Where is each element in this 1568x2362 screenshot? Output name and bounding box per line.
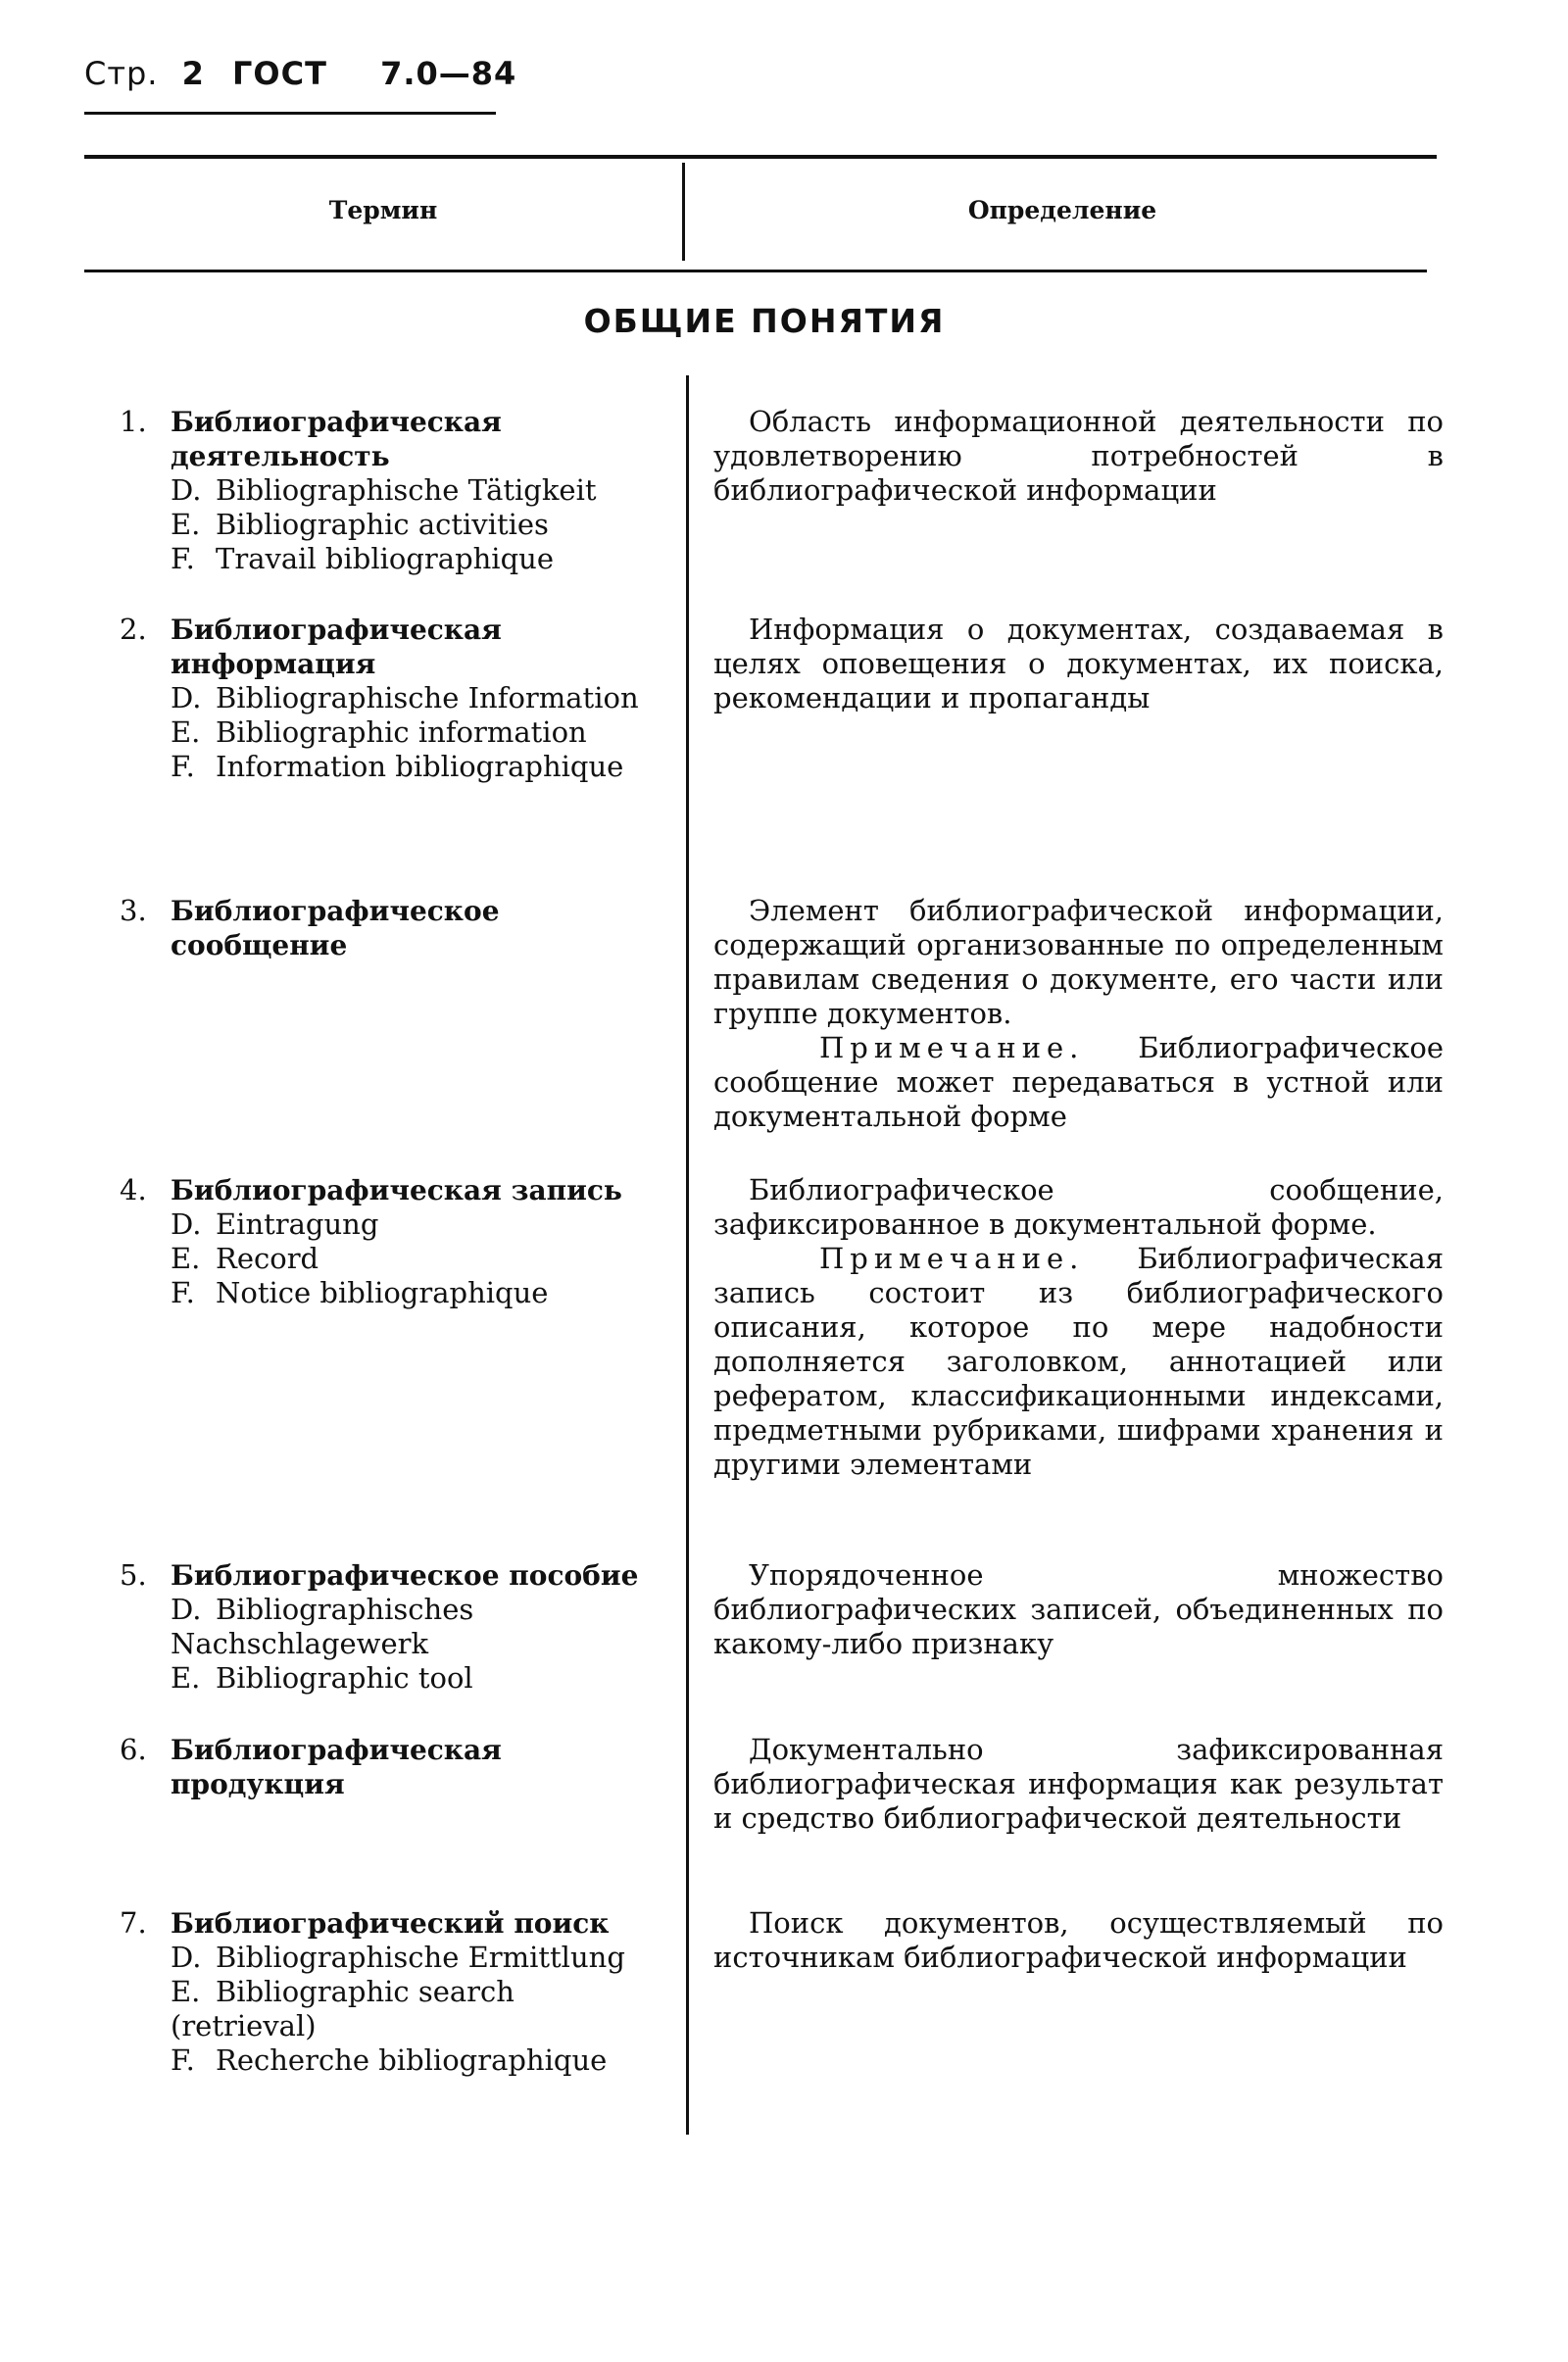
column-header-definition: Определение [967, 196, 1157, 224]
term-russian: Библиографический поиск [171, 1907, 610, 1940]
translation-text: Bibliographische Ermittlung [216, 1941, 625, 1974]
definition-entry-5 [713, 1558, 1444, 1661]
lang-code: D. [171, 1207, 202, 1241]
term-number: 4. [120, 1173, 147, 1206]
term-russian: Библиографическая запись [171, 1174, 622, 1206]
term-russian: Библиографическая информация [171, 614, 502, 680]
lang-code: D. [171, 681, 202, 714]
term-entry-2 [120, 613, 659, 784]
term-entry-5 [120, 1558, 659, 1696]
definition-text: Поиск документов, осуществляемый по источникам библиографической информации [713, 1906, 1444, 1974]
term-russian: Библиографическое пособие [171, 1559, 639, 1592]
note-text: Библиографическая запись состоит из библиографического описания, которое по мере надобности дополняется заголовком, аннотацией или рефератом, классификационными индексами, предметными рубриками, шифрами хранения и другими элементами [713, 1242, 1444, 1481]
term-entry-1 [120, 405, 659, 576]
translation-fr [120, 542, 659, 576]
term-heading [120, 1906, 659, 1941]
translation-text: Information bibliographique [216, 750, 624, 783]
translation-en [120, 1661, 659, 1696]
translation-en [120, 508, 659, 542]
translation-text: Eintragung [216, 1207, 379, 1241]
term-number: 6. [120, 1733, 147, 1766]
lang-code: E. [171, 1242, 201, 1275]
lang-code: F. [171, 542, 195, 575]
page-number: 2 [181, 55, 205, 92]
lang-code: E. [171, 715, 201, 749]
term-heading [120, 1173, 659, 1207]
standard-code: 7.0—84 [380, 55, 517, 92]
translation-en [120, 1242, 659, 1276]
lang-code: F. [171, 2043, 195, 2077]
translation-text: Bibliographische Tätigkeit [216, 473, 597, 507]
term-russian: Библиографическая продукция [171, 1734, 502, 1800]
translation-fr [120, 750, 659, 784]
running-header [84, 55, 516, 92]
term-heading [120, 1733, 659, 1801]
lang-code: F. [171, 1276, 195, 1309]
translation-text: Bibliographic information [216, 715, 587, 749]
body-column-divider [686, 375, 689, 2135]
translation-text: Travail bibliographique [216, 542, 554, 575]
term-number: 1. [120, 405, 147, 438]
term-number: 7. [120, 1906, 147, 1940]
lang-code: F. [171, 750, 195, 783]
translation-de [120, 473, 659, 508]
translation-text: Bibliographic search (retrieval) [171, 1975, 514, 2042]
term-entry-6 [120, 1733, 659, 1801]
translation-fr [120, 2043, 659, 2078]
section-title: ОБЩИЕ ПОНЯТИЯ [583, 302, 946, 340]
definition-text: Элемент библиографической информации, содержащий организованные по определенным правилам сведения о документе, его части или группе документов. [713, 894, 1444, 1030]
definition-entry-1 [713, 405, 1444, 508]
lang-code: E. [171, 1975, 201, 2008]
definition-note [713, 1031, 1444, 1134]
translation-de [120, 1941, 659, 1975]
definition-note [713, 1242, 1444, 1482]
translation-fr [120, 1276, 659, 1310]
lang-code: D. [171, 1941, 202, 1974]
definition-entry-7 [713, 1906, 1444, 1975]
definition-text: Область информационной деятельности по удовлетворению потребностей в библиографической информации [713, 405, 1444, 507]
definition-entry-4 [713, 1173, 1444, 1482]
term-number: 5. [120, 1558, 147, 1592]
standard-name: ГОСТ [232, 55, 327, 92]
header-underline [84, 112, 496, 115]
definition-text: Библиографическое сообщение, зафиксированное в документальной форме. [713, 1173, 1444, 1241]
page-label: Стр. [84, 55, 159, 92]
lang-code: D. [171, 473, 202, 507]
column-header-term: Термин [328, 196, 438, 224]
translation-text: Recherche bibliographique [216, 2043, 608, 2077]
translation-text: Bibliographic tool [216, 1661, 473, 1695]
definition-entry-2 [713, 613, 1444, 715]
translation-de [120, 1593, 659, 1661]
definition-text: Упорядоченное множество библиографических записей, объединенных по какому-либо признаку [713, 1558, 1444, 1660]
lang-code: D. [171, 1593, 202, 1626]
term-entry-7 [120, 1906, 659, 2078]
translation-text: Bibliographisches Nachschlagewerk [171, 1593, 474, 1660]
table-header-rule [84, 270, 1427, 272]
translation-de [120, 1207, 659, 1242]
translation-text: Notice bibliographique [216, 1276, 549, 1309]
note-label: Примечание. [819, 1031, 1085, 1064]
translation-en [120, 715, 659, 750]
definition-text: Информация о документах, создаваемая в целях оповещения о документах, их поиска, рекомендации и пропаганды [713, 613, 1444, 714]
translation-en [120, 1975, 659, 2043]
term-heading [120, 405, 659, 473]
definition-entry-6 [713, 1733, 1444, 1836]
translation-text: Record [216, 1242, 319, 1275]
term-heading [120, 613, 659, 681]
term-entry-3 [120, 894, 659, 962]
term-entry-4 [120, 1173, 659, 1310]
term-russian: Библиографическая деятельность [171, 406, 502, 472]
translation-text: Bibliographische Information [216, 681, 639, 714]
note-label: Примечание. [819, 1242, 1085, 1275]
term-heading [120, 1558, 659, 1593]
translation-de [120, 681, 659, 715]
term-number: 3. [120, 894, 147, 927]
term-russian: Библиографическое сообщение [171, 895, 500, 961]
lang-code: E. [171, 1661, 201, 1695]
definition-text: Документально зафиксированная библиографическая информация как результат и средство библиографической деятельности [713, 1733, 1444, 1835]
note-text: Библиографическое сообщение может передаваться в устной или документальной форме [713, 1031, 1444, 1133]
table-top-rule [84, 155, 1437, 159]
translation-text: Bibliographic activities [216, 508, 549, 541]
lang-code: E. [171, 508, 201, 541]
term-heading [120, 894, 659, 962]
term-number: 2. [120, 613, 147, 646]
definition-entry-3 [713, 894, 1444, 1134]
